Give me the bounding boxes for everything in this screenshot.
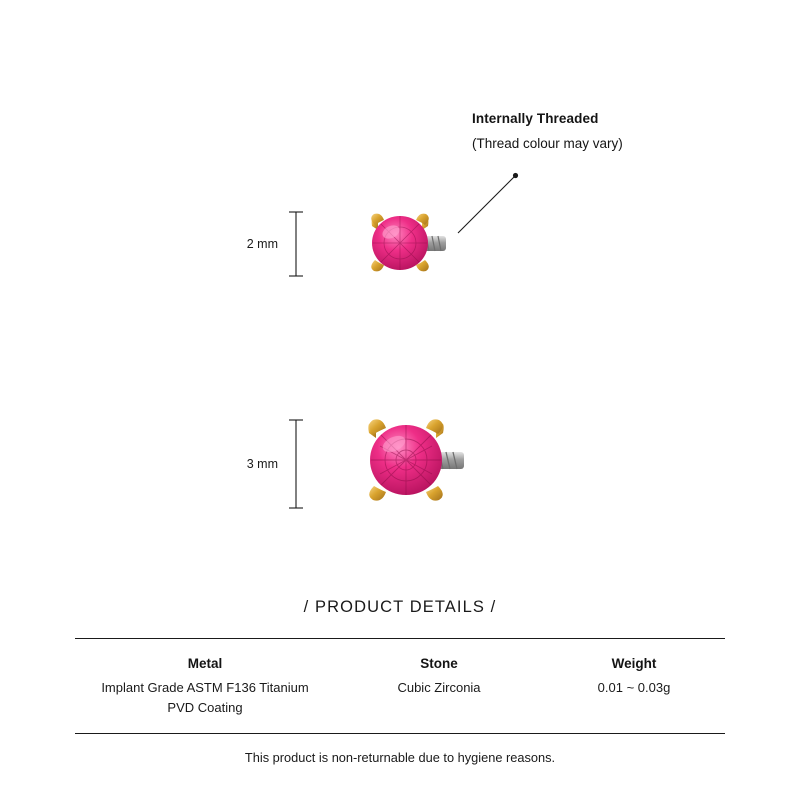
details-footnote: This product is non-returnable due to hygiene reasons. (244, 750, 556, 765)
spec-value-metal-line2: PVD Coating (167, 700, 243, 715)
dimension-label-2mm: 2 mm (246, 237, 278, 251)
annotation-title: Internally Threaded (472, 111, 599, 126)
spec-value-stone: Cubic Zirconia (397, 680, 481, 695)
gem-3mm (336, 398, 476, 529)
gem-3mm-graphic (336, 398, 476, 524)
specs-value-row (75, 671, 725, 733)
gem-2mm-graphic (344, 198, 460, 292)
specs-table (75, 639, 725, 733)
product-details-section (75, 598, 725, 765)
gem-2mm (344, 198, 460, 297)
spec-header-stone: Stone (420, 656, 458, 671)
annotation-subtitle: (Thread colour may vary) (472, 136, 623, 151)
dimension-2mm (238, 210, 298, 278)
dimension-label-3mm: 3 mm (246, 457, 278, 471)
spec-value-metal-line1: Implant Grade ASTM F136 Titanium (101, 680, 309, 695)
dimension-bar-3mm (286, 418, 306, 510)
dimension-3mm (238, 418, 298, 510)
product-details-title: / PRODUCT DETAILS / (303, 598, 497, 616)
specs-header-row (75, 639, 725, 671)
spec-value-weight: 0.01 ~ 0.03g (597, 680, 671, 695)
spec-header-metal: Metal (187, 656, 223, 671)
spec-header-weight: Weight (611, 656, 657, 671)
annotation-internally-threaded (472, 110, 772, 153)
spec-value-metal (75, 671, 335, 733)
dimension-bar-2mm (286, 210, 306, 278)
